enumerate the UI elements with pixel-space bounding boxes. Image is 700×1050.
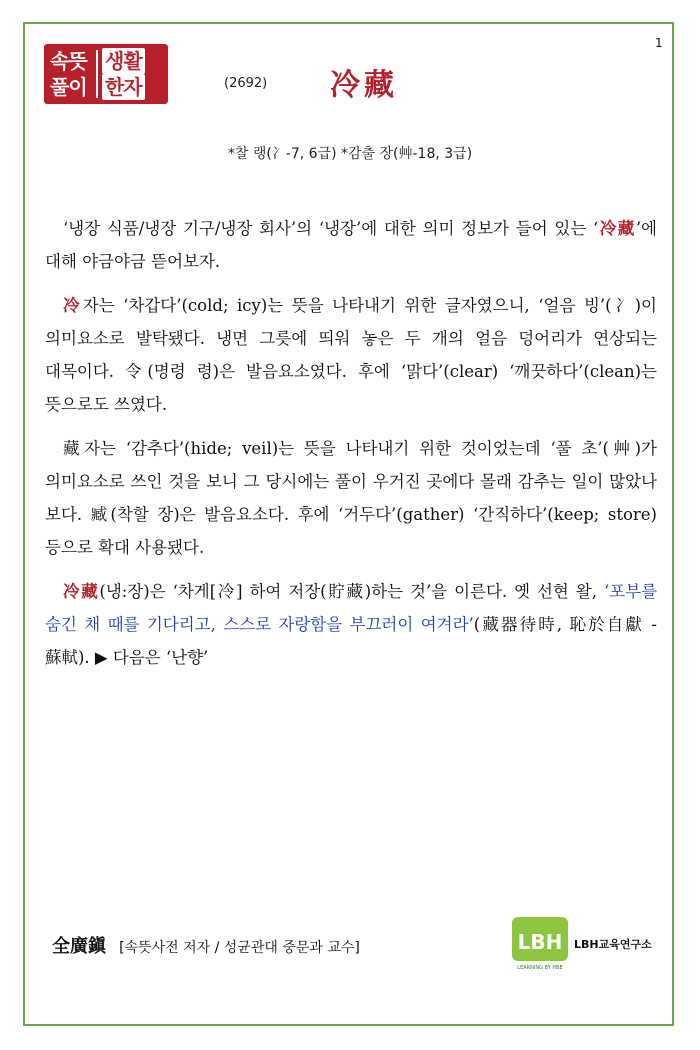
highlight-term: 冷藏 [598,219,636,238]
author-line [52,932,360,958]
paragraph: 冷藏(냉:장)은 ‘차게[冷] 하여 저장(貯藏)하는 것’을 이른다. 옛 선현 왈, ‘포부를 숨긴 채 때를 기다리고, 스스로 자랑함을 부끄러이 여겨라’(藏器待時, 恥於自獻 - 蘇軾). ▶ 다음은 ‘난향’ [45,582,658,667]
page-number: 1 [655,36,663,50]
logo-text: 한자 [102,74,145,100]
paragraph: 藏자는 ‘감추다’(hide; veil)는 뜻을 나타내기 위한 것이었는데 ‘풀 초’(艸)가 의미요소로 쓰인 것을 보니 그 당시에는 풀이 우거진 곳에다 몰래 감추는 일이 많았나 보다. 臧(착할 장)은 발음요소다. 후에 ‘거두다’(gather) ‘간직하다’(keep; store) 등으로 확대 사용됐다. [45,439,657,557]
logo-text: 속뜻 [50,49,87,73]
logo-text: 생활 [102,48,145,74]
lbh-logo-icon [510,915,570,971]
character-info: *찰 랭(冫-7, 6급) *감출 장(艸-18, 3급) [227,146,473,162]
lbh-letters: LBH [517,930,563,954]
page-title: 冷藏 [330,68,398,103]
serial-number: (2692) [224,76,268,91]
paragraph: ‘냉장 식품/냉장 기구/냉장 회사’의 ‘냉장’에 대한 의미 정보가 들어 있는 ‘冷藏’에 대해 야금야금 뜯어보자. [45,219,657,271]
logo-divider [96,50,98,98]
lbh-tagline: LEARNING BY HBE [517,965,563,971]
logo-text: 풀이 [50,75,87,99]
highlight-term: 冷藏 [63,582,100,601]
author-role: [속뜻사전 저자 / 성균관대 중문과 교수] [119,940,360,956]
highlight-term: 冷 [63,296,83,315]
series-logo [44,44,168,104]
paragraph: 冷자는 ‘차갑다’(cold; icy)는 뜻을 나타내기 위한 글자였으니, ‘얼음 빙’(冫)이 의미요소로 발탁됐다. 냉면 그릇에 띄워 놓은 두 개의 얼음 덩어리가 연상되는 대목이다. 令(명령 령)은 발음요소였다. 후에 ‘맑다’(clear) ‘깨끗하다’(clean)는 뜻으로도 쓰였다. [45,296,657,414]
author-name: 全廣鎭 [52,936,106,957]
institute-label: LBH교육연구소 [574,938,652,951]
article-body [45,212,657,685]
quote-text: ‘포부를 숨긴 채 때를 기다리고, 스스로 자랑함을 부끄러이 여겨라’ [45,582,658,634]
